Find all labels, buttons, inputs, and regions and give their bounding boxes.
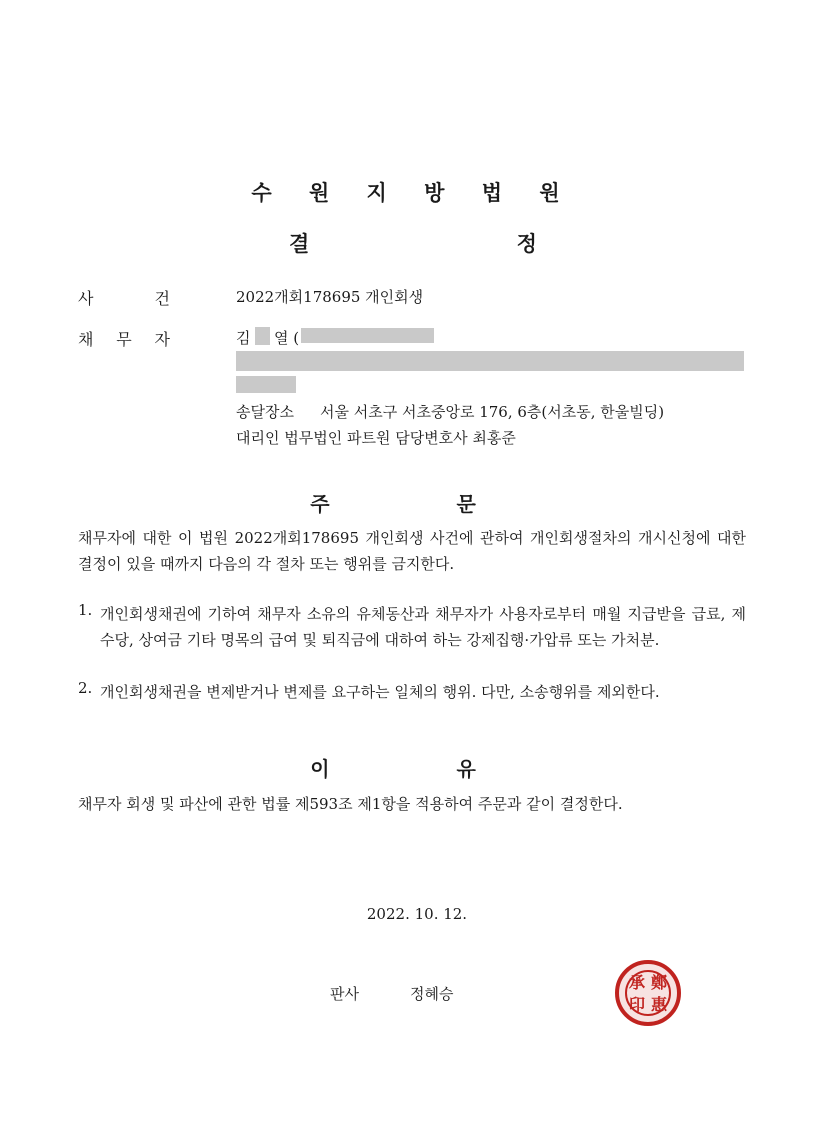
redaction-block <box>236 376 296 393</box>
judge-name: 정혜승 <box>410 985 454 1003</box>
service-address-label: 송달장소 <box>236 403 294 421</box>
judge-seal: 鄭 惠 承 印 <box>615 960 681 1026</box>
order-intro: 채무자에 대한 이 법원 2022개회178695 개인회생 사건에 관하여 개인회생절차의 개시신청에 대한 결정이 있을 때까지 다음의 각 절차 또는 행위를 금지한다. <box>78 529 746 573</box>
order-heading: 주 문 <box>310 492 536 516</box>
service-address: 서울 서초구 서초중앙로 176, 6층(서초동, 한울빌딩) <box>320 403 665 421</box>
debtor-label: 채 무 자 <box>78 330 170 349</box>
reason-text: 채무자 회생 및 파산에 관한 법률 제593조 제1항을 적용하여 주문과 같이 결정한다. <box>78 795 623 813</box>
order-item-number: 1. <box>78 601 93 619</box>
decision-date: 2022. 10. 12. <box>366 905 468 923</box>
order-item-number: 2. <box>78 679 93 697</box>
debtor-name-first: 김 <box>236 329 251 347</box>
case-number: 2022개회178695 개인회생 <box>236 288 424 306</box>
legal-agent: 대리인 법무법인 파트원 담당변호사 최홍준 <box>236 429 516 447</box>
redaction-block <box>301 328 434 343</box>
debtor-name-rest: 열 ( <box>274 329 300 347</box>
court-name: 수 원 지 방 법 원 <box>251 181 575 205</box>
reason-heading: 이 유 <box>310 757 536 781</box>
redaction-block <box>236 351 744 371</box>
order-item-text: 개인회생채권을 변제받거나 변제를 요구하는 일체의 행위. 다만, 소송행위를 제외한다. <box>100 683 660 701</box>
case-label: 사 건 <box>78 289 170 308</box>
order-item-text: 개인회생채권에 기하여 채무자 소유의 유체동산과 채무자가 사용자로부터 매월 지급받을 급료, 제수당, 상여금 기타 명목의 급여 및 퇴직금에 대하여 하는 강제집행·가압류 또는 가처분. <box>100 605 746 649</box>
judge-title: 판사 <box>330 985 359 1003</box>
document-title: 결 정 <box>289 232 637 256</box>
redaction-block <box>255 327 270 345</box>
